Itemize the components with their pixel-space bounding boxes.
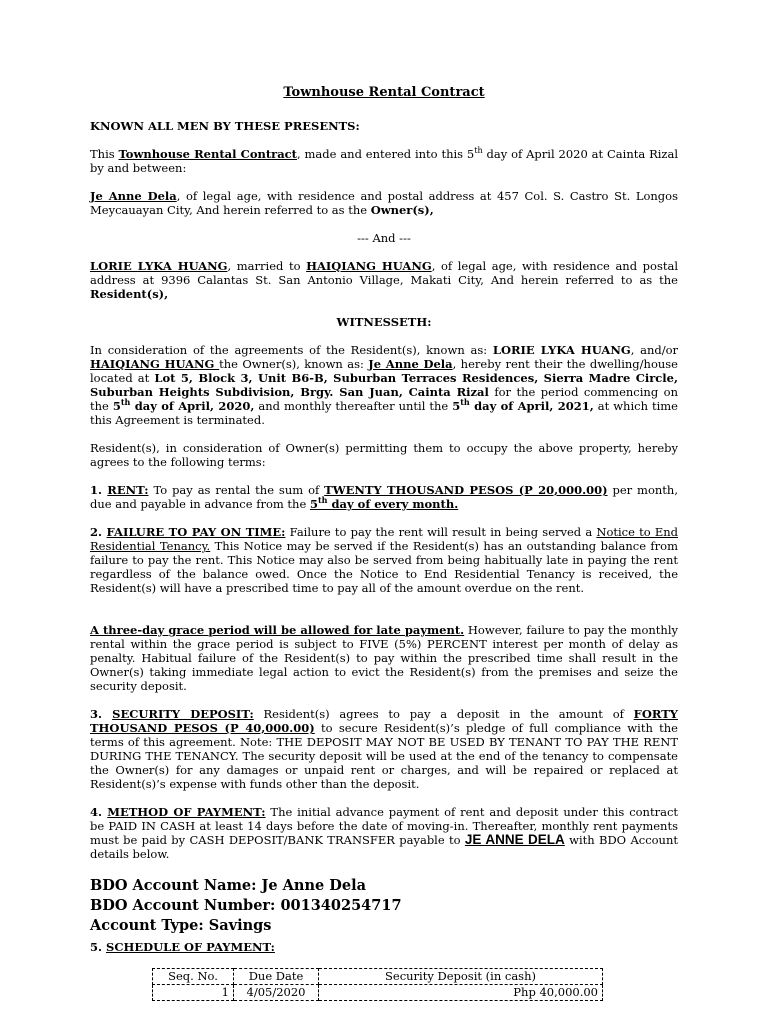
contract-opening-paragraph: This Townhouse Rental Contract, made and entered into this 5th day of April 2020 at Cainta Rizal by and between:: [90, 146, 678, 175]
header-seq-no: Seq. No.: [153, 969, 234, 985]
method-label: METHOD OF PAYMENT:: [107, 805, 266, 819]
rent-clause: 1. RENT: To pay as rental the sum of TWENTY THOUSAND PESOS (P 20,000.00) per month, due and payable in advance from the 5th day of every month.: [90, 483, 678, 511]
resident-name-1: LORIE LYKA HUANG: [90, 259, 228, 273]
cell-amount: Php 40,000.00: [319, 985, 603, 1001]
bank-account-type: Account Type: Savings: [90, 917, 272, 934]
witnesseth-heading: WITNESSETH:: [336, 315, 432, 329]
table-header-row: [153, 969, 603, 985]
security-deposit-clause: 3. SECURITY DEPOSIT: Resident(s) agrees to pay a deposit in the amount of FORTY THOUSAND PESOS (P 40,000.00) to secure Resident(s)’s pledge of full compliance with the terms of this agreement. Note: THE DEPOSIT MAY NOT BE USED BY TENANT TO PAY THE RENT DURING THE TENANCY. The security deposit will be used at the end of the tenancy to compensate the Owner(s) for any damages or unpaid rent or charges, and will be repaired or replaced at Resident(s)’s expense with funds other than the deposit.: [90, 707, 678, 791]
owner-name: Je Anne Dela: [90, 189, 177, 203]
grace-period-clause: A three-day grace period will be allowed for late payment. However, failure to pay the monthly rental within the grace period is subject to FIVE (5%) PERCENT interest per month of delay as penalty. Habitual failure of the Resident(s) to pay within the prescribed time shall result in the Owner(s) taking immediate legal action to evict the Resident(s) from the premises and seize the security deposit.: [90, 623, 679, 693]
consideration-paragraph: In consideration of the agreements of the Resident(s), known as: LORIE LYKA HUANG, and/or HAIQIANG HUANG the Owner(s), known as: Je Anne Dela, hereby rent their the dwelling/house located at Lot 5, Block 3, Unit B6-B, Suburban Terraces Residences, Sierra Madre Circle, Suburban Heights Subdivision, Brgy. San Juan, Cainta Rizal for the period commencing on the 5th day of April, 2020, and monthly thereafter until the 5th day of April, 2021, at which time this Agreement is terminated.: [90, 343, 679, 427]
security-amount: FORTY THOUSAND PESOS (P 40,000.00): [90, 707, 678, 735]
notice-to-end-tenancy: Notice to End Residential Tenancy.: [90, 525, 678, 553]
table-row: [153, 985, 603, 1001]
document-title: Townhouse Rental Contract: [283, 85, 485, 100]
contract-name: Townhouse Rental Contract: [118, 147, 297, 161]
schedule-heading: 5. SCHEDULE OF PAYMENT:: [90, 940, 275, 954]
rent-amount: TWENTY THOUSAND PESOS (P 20,000.00): [324, 483, 608, 497]
payee-name: JE ANNE DELA: [464, 832, 565, 847]
cell-seq-no: 1: [153, 985, 234, 1001]
method-of-payment-clause: 4. METHOD OF PAYMENT: The initial advance payment of rent and deposit under this contract be PAID IN CASH at least 14 days before the date of moving-in. Thereafter, monthly rent payments must be paid by CASH DEPOSIT/BANK TRANSFER payable to JE ANNE DELA with BDO Account details below.: [90, 805, 678, 861]
and-separator: --- And ---: [357, 231, 411, 245]
rent-label: RENT:: [107, 483, 149, 497]
security-label: SECURITY DEPOSIT:: [112, 707, 254, 721]
bank-account-name: BDO Account Name: Je Anne Dela: [90, 877, 366, 894]
failure-label: FAILURE TO PAY ON TIME:: [106, 525, 286, 539]
resident-paragraph: LORIE LYKA HUANG, married to HAIQIANG HUANG, of legal age, with residence and postal address at 9396 Calantas St. San Antonio Village, Makati City, And herein referred to as the Resident(s),: [90, 259, 679, 301]
owner-paragraph: Je Anne Dela, of legal age, with residence and postal address at 457 Col. S. Castro St. Longos Meycauayan City, And herein referred to as the Owner(s),: [90, 189, 678, 217]
bank-details: [90, 876, 678, 936]
intro-heading: KNOWN ALL MEN BY THESE PRESENTS:: [90, 119, 360, 133]
resident-name-2: HAIQIANG HUANG: [306, 259, 432, 273]
agreement-intro: Resident(s), in consideration of Owner(s) permitting them to occupy the above property, hereby agrees to the following terms:: [90, 441, 678, 469]
cell-due-date: 4/05/2020: [234, 985, 319, 1001]
header-due-date: Due Date: [234, 969, 319, 985]
header-security-deposit: Security Deposit (in cash): [319, 969, 603, 985]
failure-to-pay-clause: 2. FAILURE TO PAY ON TIME: Failure to pay the rent will result in being served a Notice to End Residential Tenancy. This Notice may be served if the Resident(s) has an outstanding balance from failure to pay the rent. This Notice may also be served from being habitually late in paying the rent regardless of the balance owed. Once the Notice to End Residential Tenancy is received, the Resident(s) will have a prescribed time to pay all of the amount overdue on the rent.: [90, 525, 678, 595]
bank-account-number: BDO Account Number: 001340254717: [90, 897, 402, 914]
payment-schedule-table: [152, 968, 603, 1001]
